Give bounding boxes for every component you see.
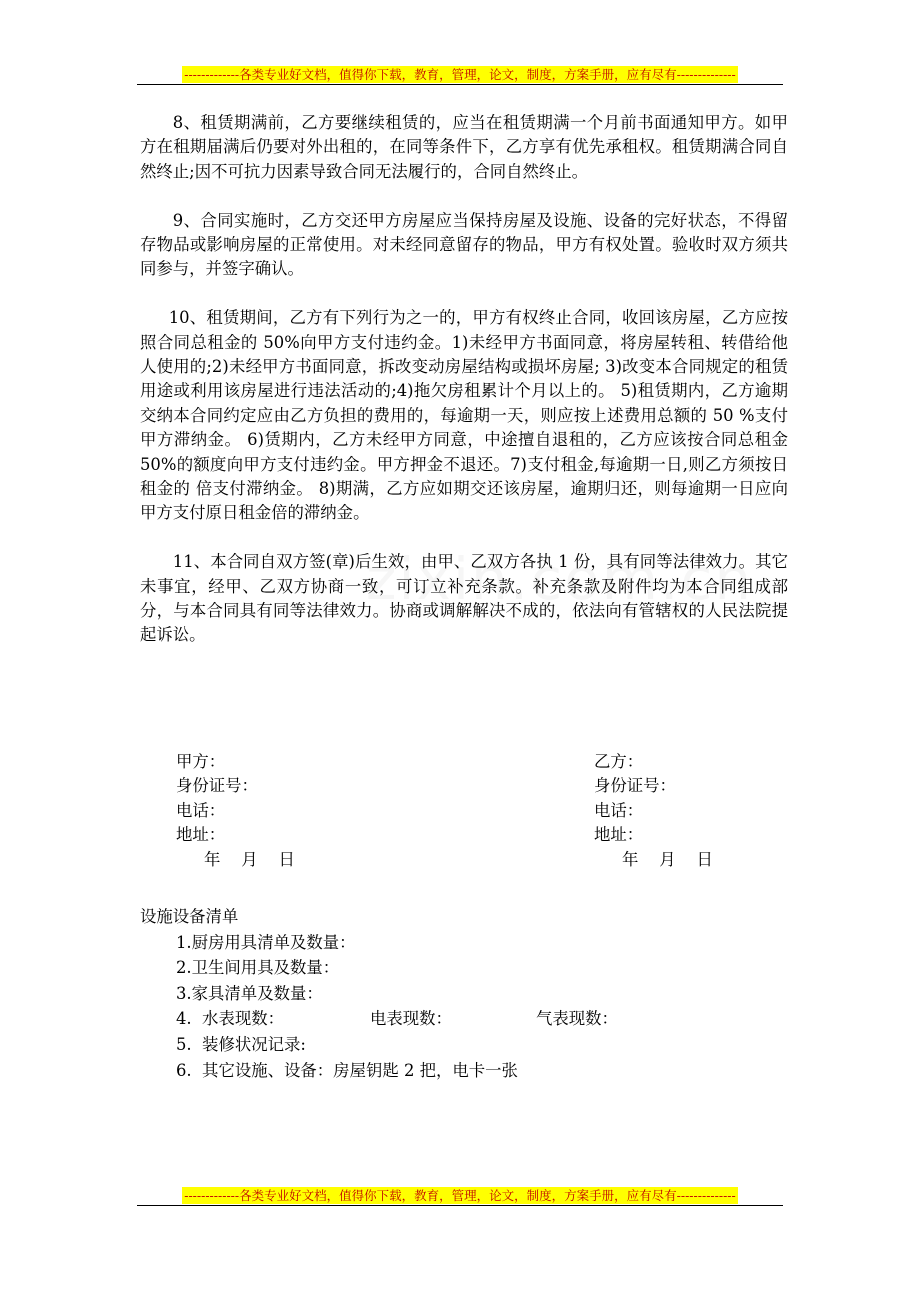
equipment-item-decoration: 5. 装修状况记录: bbox=[176, 1034, 306, 1054]
party-a-label: 甲方： bbox=[176, 752, 226, 771]
party-a-id: 身份证号： bbox=[176, 776, 258, 796]
contract-clauses bbox=[140, 111, 788, 672]
water-meter-reading: 4. 水表现数： bbox=[176, 1009, 285, 1029]
party-b-phone: 电话： bbox=[594, 800, 644, 820]
electric-meter-reading: 电表现数： bbox=[370, 1009, 452, 1029]
header-banner-wrap bbox=[137, 64, 783, 83]
header-rule bbox=[137, 84, 783, 85]
party-b-date: 年 月 日 bbox=[622, 849, 713, 869]
footer-rule bbox=[137, 1205, 783, 1206]
party-b-label: 乙方： bbox=[594, 752, 644, 771]
equipment-item-bathroom: 2.卫生间用具及数量： bbox=[176, 958, 340, 978]
clause-8: 8、租赁期满前，乙方要继续租赁的，应当在租赁期满一个月前书面通知甲方。如甲方在租期届满后仍要对外出租的，在同等条件下，乙方享有优先承租权。租赁期满合同自然终止;因不可抗力因素导致合同无法履行的，合同自然终止。 bbox=[140, 113, 788, 181]
clause-10: 10、租赁期间，乙方有下列行为之一的，甲方有权终止合同，收回该房屋，乙方应按照合同总租金的 50%向甲方支付违约金。1)未经甲方书面同意，将房屋转租、转借给他人使用的;2)未经甲方书面同意，拆改变动房屋结构或损坏房屋; 3)改变本合同规定的租赁用途或利用该房屋进行违法活动的;4)拖欠房租累计个月以上的。 5)租赁期内，乙方逾期交纳本合同约定应由乙方负担的费用的，每逾期一天，则应按上述费用总额的 50 %支付甲方滞纳金。 6)赁期内，乙方未经甲方同意，中途擅自退租的，乙方应该按合同总租金 50%的额度向甲方支付违约金。甲方押金不退还。7)支付租金,每逾期一日,则乙方须按日租金的 倍支付滞纳金。 8)期满，乙方应如期交还该房屋，逾期归还，则每逾期一日应向甲方支付原日租金倍的滞纳金。 bbox=[140, 308, 788, 523]
footer-banner: -------------各类专业好文档，值得你下载，教育，管理，论文，制度，方案手册，应有尽有-------------- bbox=[184, 1188, 736, 1203]
party-b-address: 地址： bbox=[594, 825, 644, 845]
clause-11: 11、本合同自双方签(章)后生效，由甲、乙双方各执 1 份，具有同等法律效力。其它未事宜，经甲、乙双方协商一致，可订立补充条款。补充条款及附件均为本合同组成部分，与本合同具有同等法律效力。协商或调解解决不成的，依法向有管辖权的人民法院提起诉讼。 bbox=[140, 552, 788, 645]
party-b-signature-block bbox=[594, 750, 713, 872]
party-a-phone: 电话： bbox=[176, 800, 226, 820]
equipment-item-kitchen: 1.厨房用具清单及数量： bbox=[176, 932, 356, 952]
party-a-date: 年 月 日 bbox=[204, 849, 295, 869]
equipment-list-title: 设施设备清单 bbox=[140, 907, 239, 926]
clause-9: 9、合同实施时，乙方交还甲方房屋应当保持房屋及设施、设备的完好状态，不得留存物品或影响房屋的正常使用。对未经同意留存的物品，甲方有权处置。验收时双方须共同参与，并签字确认。 bbox=[140, 210, 788, 279]
equipment-list bbox=[140, 930, 618, 1084]
equipment-item-meters bbox=[176, 1006, 618, 1032]
equipment-list-section bbox=[140, 904, 618, 1083]
party-b-id: 身份证号： bbox=[594, 776, 676, 796]
footer-banner-wrap bbox=[137, 1185, 783, 1204]
header-banner: -------------各类专业好文档，值得你下载，教育，管理，论文，制度，方案手册，应有尽有-------------- bbox=[184, 67, 736, 82]
equipment-item-other: 6. 其它设施、设备：房屋钥匙 2 把，电卡一张 bbox=[176, 1060, 518, 1080]
equipment-item-furniture: 3.家具清单及数量： bbox=[176, 983, 323, 1003]
party-a-signature-block bbox=[176, 750, 295, 872]
party-a-address: 地址： bbox=[176, 825, 226, 845]
gas-meter-reading: 气表现数： bbox=[536, 1009, 618, 1029]
